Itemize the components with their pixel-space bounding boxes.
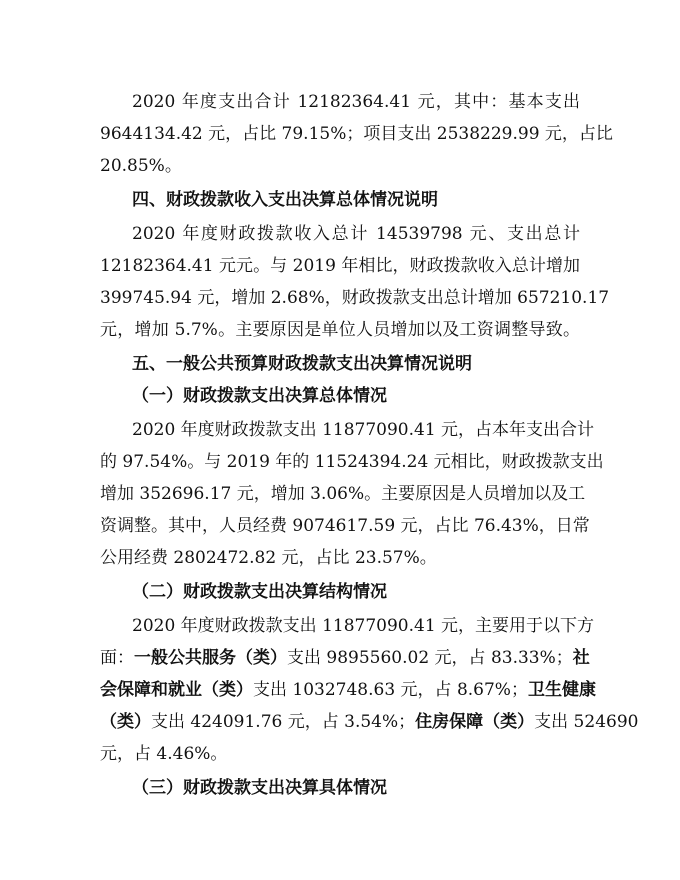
paragraph-line [100,708,639,736]
paragraph-line: 20.85%。 [100,156,182,176]
text-run: 面： [100,648,134,668]
subsection-heading: （二）财政拨款支出决算结构情况 [132,582,387,602]
paragraph-line: 9644134.42 元，占比 79.15%；项目支出 2538229.99 元，占比 [100,124,613,144]
category-name: （类） [100,712,151,732]
paragraph-line: 公用经费 2802472.82 元，占比 23.57%。 [100,548,437,568]
category-name: 社 [572,648,590,668]
paragraph-line: 2020 年度财政拨款收入总计 14539798 元、支出总计 [132,224,580,244]
subsection-heading: （三）财政拨款支出决算具体情况 [132,778,387,798]
text-run: 支出 1032748.63 元，占 8.67%； [253,680,528,700]
paragraph-line: 2020 年度财政拨款支出 11877090.41 元，主要用于以下方 [132,616,595,636]
paragraph-line: 2020 年度支出合计 12182364.41 元，其中：基本支出 [132,92,580,112]
paragraph-line: 资调整。其中，人员经费 9074617.59 元，占比 76.43%，日常 [100,516,590,536]
paragraph-line: 12182364.41 元元。与 2019 年相比，财政拨款收入总计增加 [100,256,580,276]
paragraph-line: 增加 352696.17 元，增加 3.06%。主要原因是人员增加以及工 [100,484,586,504]
category-name: 卫生健康 [527,680,596,700]
section-heading: 五、一般公共预算财政拨款支出决算情况说明 [132,354,472,374]
text-run: 支出 524690 [534,712,639,732]
text-run: 支出 9895560.02 元，占 83.33%； [287,648,573,668]
paragraph-line [100,676,596,704]
paragraph-line: 399745.94 元，增加 2.68%，财政拨款支出总计增加 657210.17 [100,288,610,308]
paragraph-line: 的 97.54%。与 2019 年的 11524394.24 元相比，财政拨款支出 [100,452,604,472]
category-name: 住房保障（类） [415,712,535,732]
category-name: 一般公共服务（类） [134,648,287,668]
paragraph-line: 2020 年度财政拨款支出 11877090.41 元，占本年支出合计 [132,420,595,440]
category-name: 会保障和就业（类） [100,680,253,700]
paragraph-line: 元，占 4.46%。 [100,744,228,764]
paragraph-line: 元，增加 5.7%。主要原因是单位人员增加以及工资调整导致。 [100,320,580,340]
paragraph-line [100,644,590,672]
text-run: 支出 424091.76 元，占 3.54%； [151,712,416,732]
section-heading: 四、财政拨款收入支出决算总体情况说明 [132,190,438,210]
subsection-heading: （一）财政拨款支出决算总体情况 [132,386,387,406]
